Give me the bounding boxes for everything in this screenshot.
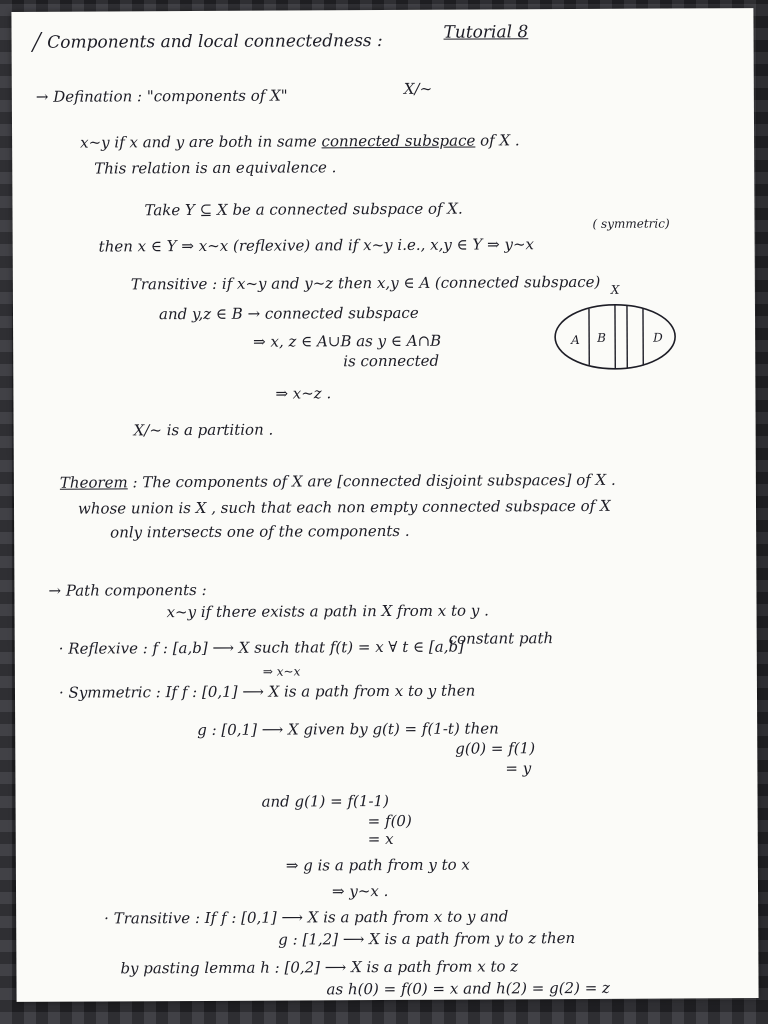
symmetric-line-6: = f(0) [367,811,412,831]
section-heading [32,32,383,52]
equivalence-line: This relation is an equivalence . [94,158,337,178]
symmetric-line-7: = x [367,829,394,849]
relation-text: x~y if x and y are both in same [80,132,317,152]
tick-mark: ╱ [31,32,48,53]
symmetric-line-8: ⇒ g is a path from y to x [285,855,470,875]
symmetric-line-9: ⇒ y~x . [331,881,389,901]
path-components-title: Path components : [65,580,207,600]
transitive-path-line-2: g : [1,2] ⟶ X is a path from y to z then [278,929,576,949]
path-definition-line: x~y if there exists a path in X from x to y . [166,601,489,622]
path-components-heading: → Path components : [48,580,207,600]
symmetric-line-5: and g(1) = f(1-1) [261,791,389,811]
constant-path-note: constant path [448,629,554,648]
theorem-text: : The components of X are [connected disjoint subspaces] of X . [132,470,616,492]
partition-line: X/~ is a partition . [133,420,274,440]
quotient-label: X/~ [403,79,433,98]
diagram-label-d: D [653,330,663,345]
theorem-line [60,471,616,492]
diagram-label-b: B [597,330,606,345]
symmetric-note: ( symmetric) [592,216,670,231]
relation-end-text: of X . [480,131,520,150]
implies-line: ⇒ x~z . [275,384,332,403]
reflexive-symmetric-line: then x ∈ Y ⇒ x~x (reflexive) and if x~y i.e., x,y ∈ Y ⇒ y~x [98,235,535,256]
diagram-label-x: X [610,282,620,297]
relation-line [80,131,520,151]
definition-line: → Defination : "components of X" [35,86,288,106]
take-line: Take Y ⊆ X be a connected subspace of X. [144,199,463,220]
section-title: Components and local connectedness : [47,31,383,53]
diagram-label-a: A [571,332,580,348]
theorem-line-3: only intersects one of the components . [110,521,410,542]
transitive-path-line-1: · Transitive : If f : [0,1] ⟶ X is a path from x to y and [104,907,509,928]
and-line: and y,z ∈ B → connected subspace [158,303,419,324]
transitive-path-line-4: as h(0) = f(0) = x and h(2) = g(2) = z [326,978,610,999]
reflexive-implication: ⇒ x~x [262,664,301,679]
theorem-line-2: whose union is X , such that each non empty connected subspace of X [77,496,611,518]
symmetric-line-1: · Symmetric : If f : [0,1] ⟶ X is a path from x to y then [58,681,476,702]
connected-line: is connected [343,351,440,371]
notebook-page [11,8,758,1002]
partition-diagram [551,278,682,379]
symmetric-line-3: g(0) = f(1) [455,739,536,758]
transitive-path-line-3: by pasting lemma h : [0,2] ⟶ X is a path from x to z [120,957,519,978]
transitive-line: Transitive : if x~y and y~z then x,y ∈ A (connected subspace) [130,272,601,294]
symmetric-line-2: g : [0,1] ⟶ X given by g(t) = f(1-t) then [197,719,499,739]
connected-subspace-text: connected subspace [321,131,476,151]
theorem-label: Theorem [59,473,128,492]
reflexive-line: · Reflexive : f : [a,b] ⟶ X such that f(t) = x ∀ t ∈ [a,b] [58,637,464,658]
symmetric-line-4: = y [505,759,532,778]
union-line: ⇒ x, z ∈ A∪B as y ∈ A∩B [253,331,442,351]
definition-text: Defination : "components of X" [53,86,288,106]
tutorial-title: Tutorial 8 [443,22,529,43]
